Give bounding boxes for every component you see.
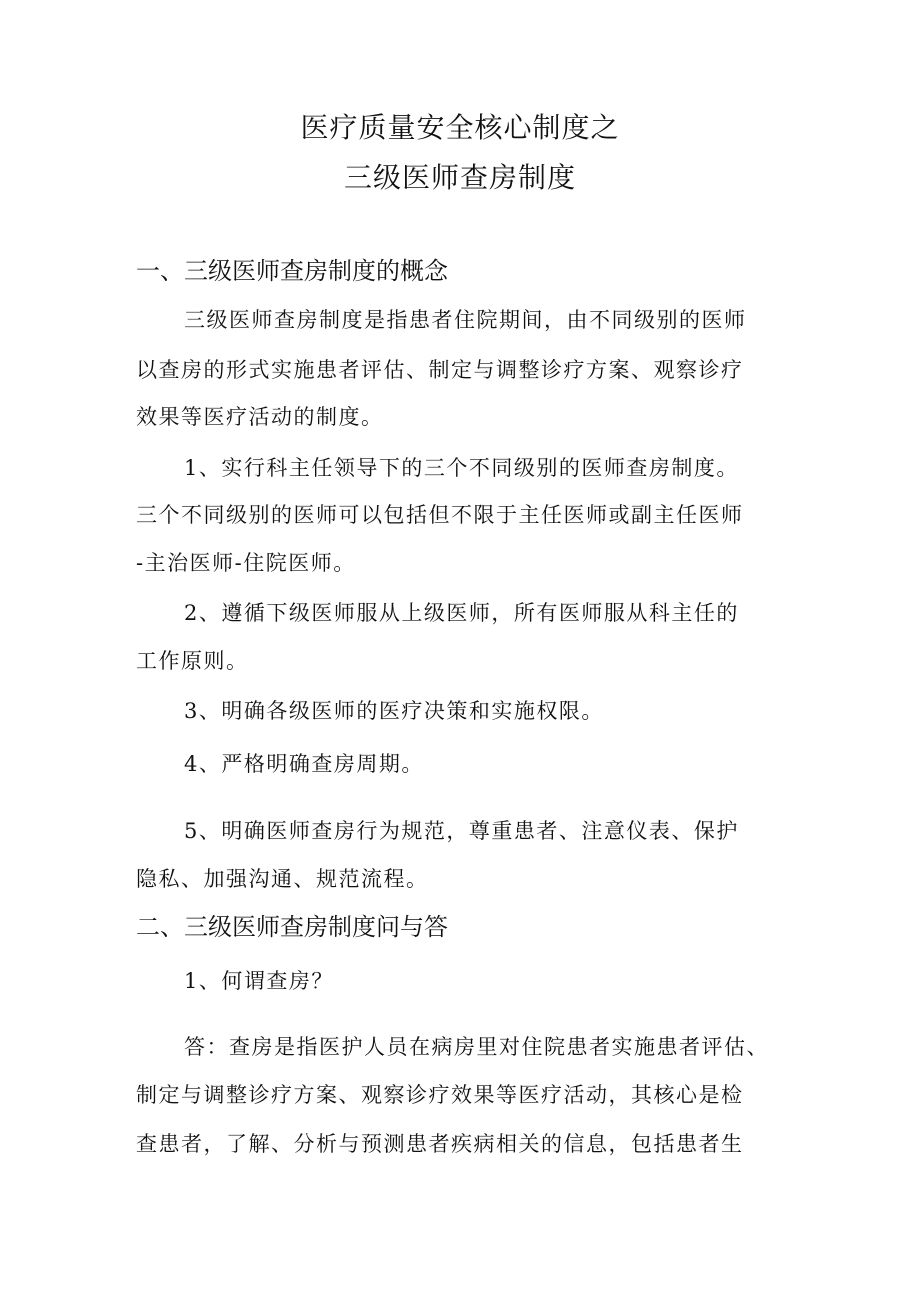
section2-answer1-line: 查患者，了解、分析与预测患者疾病相关的信息，包括患者生	[136, 1132, 744, 1156]
section1-item5-line: 隐私、加强沟通、规范流程。	[136, 867, 429, 891]
section2-heading: 二、三级医师查房制度问与答	[136, 913, 448, 941]
section2-answer1-line: 制定与调整诊疗方案、观察诊疗效果等医疗活动，其核心是检	[136, 1083, 744, 1107]
section1-item2-line: 2、遵循下级医师服从上级医师，所有医师服从科主任的	[184, 601, 739, 625]
section1-item4: 4、严格明确查房周期。	[184, 752, 424, 776]
section1-item1-line: 三个不同级别的医师可以包括但不限于主任医师或副主任医师	[136, 503, 744, 527]
section1-item2-line: 工作原则。	[136, 649, 249, 673]
section1-heading: 一、三级医师查房制度的概念	[136, 257, 448, 285]
section2-question1: 1、何谓查房？	[184, 969, 334, 993]
section1-item3: 3、明确各级医师的医疗决策和实施权限。	[184, 699, 604, 723]
section1-intro-line: 三级医师查房制度是指患者住院期间，由不同级别的医师	[184, 308, 747, 332]
section1-intro-line: 效果等医疗活动的制度。	[136, 405, 384, 429]
section2-answer1-line: 答：查房是指医护人员在病房里对住院患者实施患者评估、	[184, 1035, 769, 1059]
section1-intro-line: 以查房的形式实施患者评估、制定与调整诊疗方案、观察诊疗	[136, 358, 744, 382]
document-title-line2: 三级医师查房制度	[343, 161, 576, 194]
section1-item1-line: -主治医师-住院医师。	[136, 551, 356, 575]
document-title-line1: 医疗质量安全核心制度之	[300, 111, 620, 144]
section1-item5-line: 5、明确医师查房行为规范，尊重患者、注意仪表、保护	[184, 819, 739, 843]
section1-item1-line: 1、实行科主任领导下的三个不同级别的医师查房制度。	[184, 456, 739, 480]
